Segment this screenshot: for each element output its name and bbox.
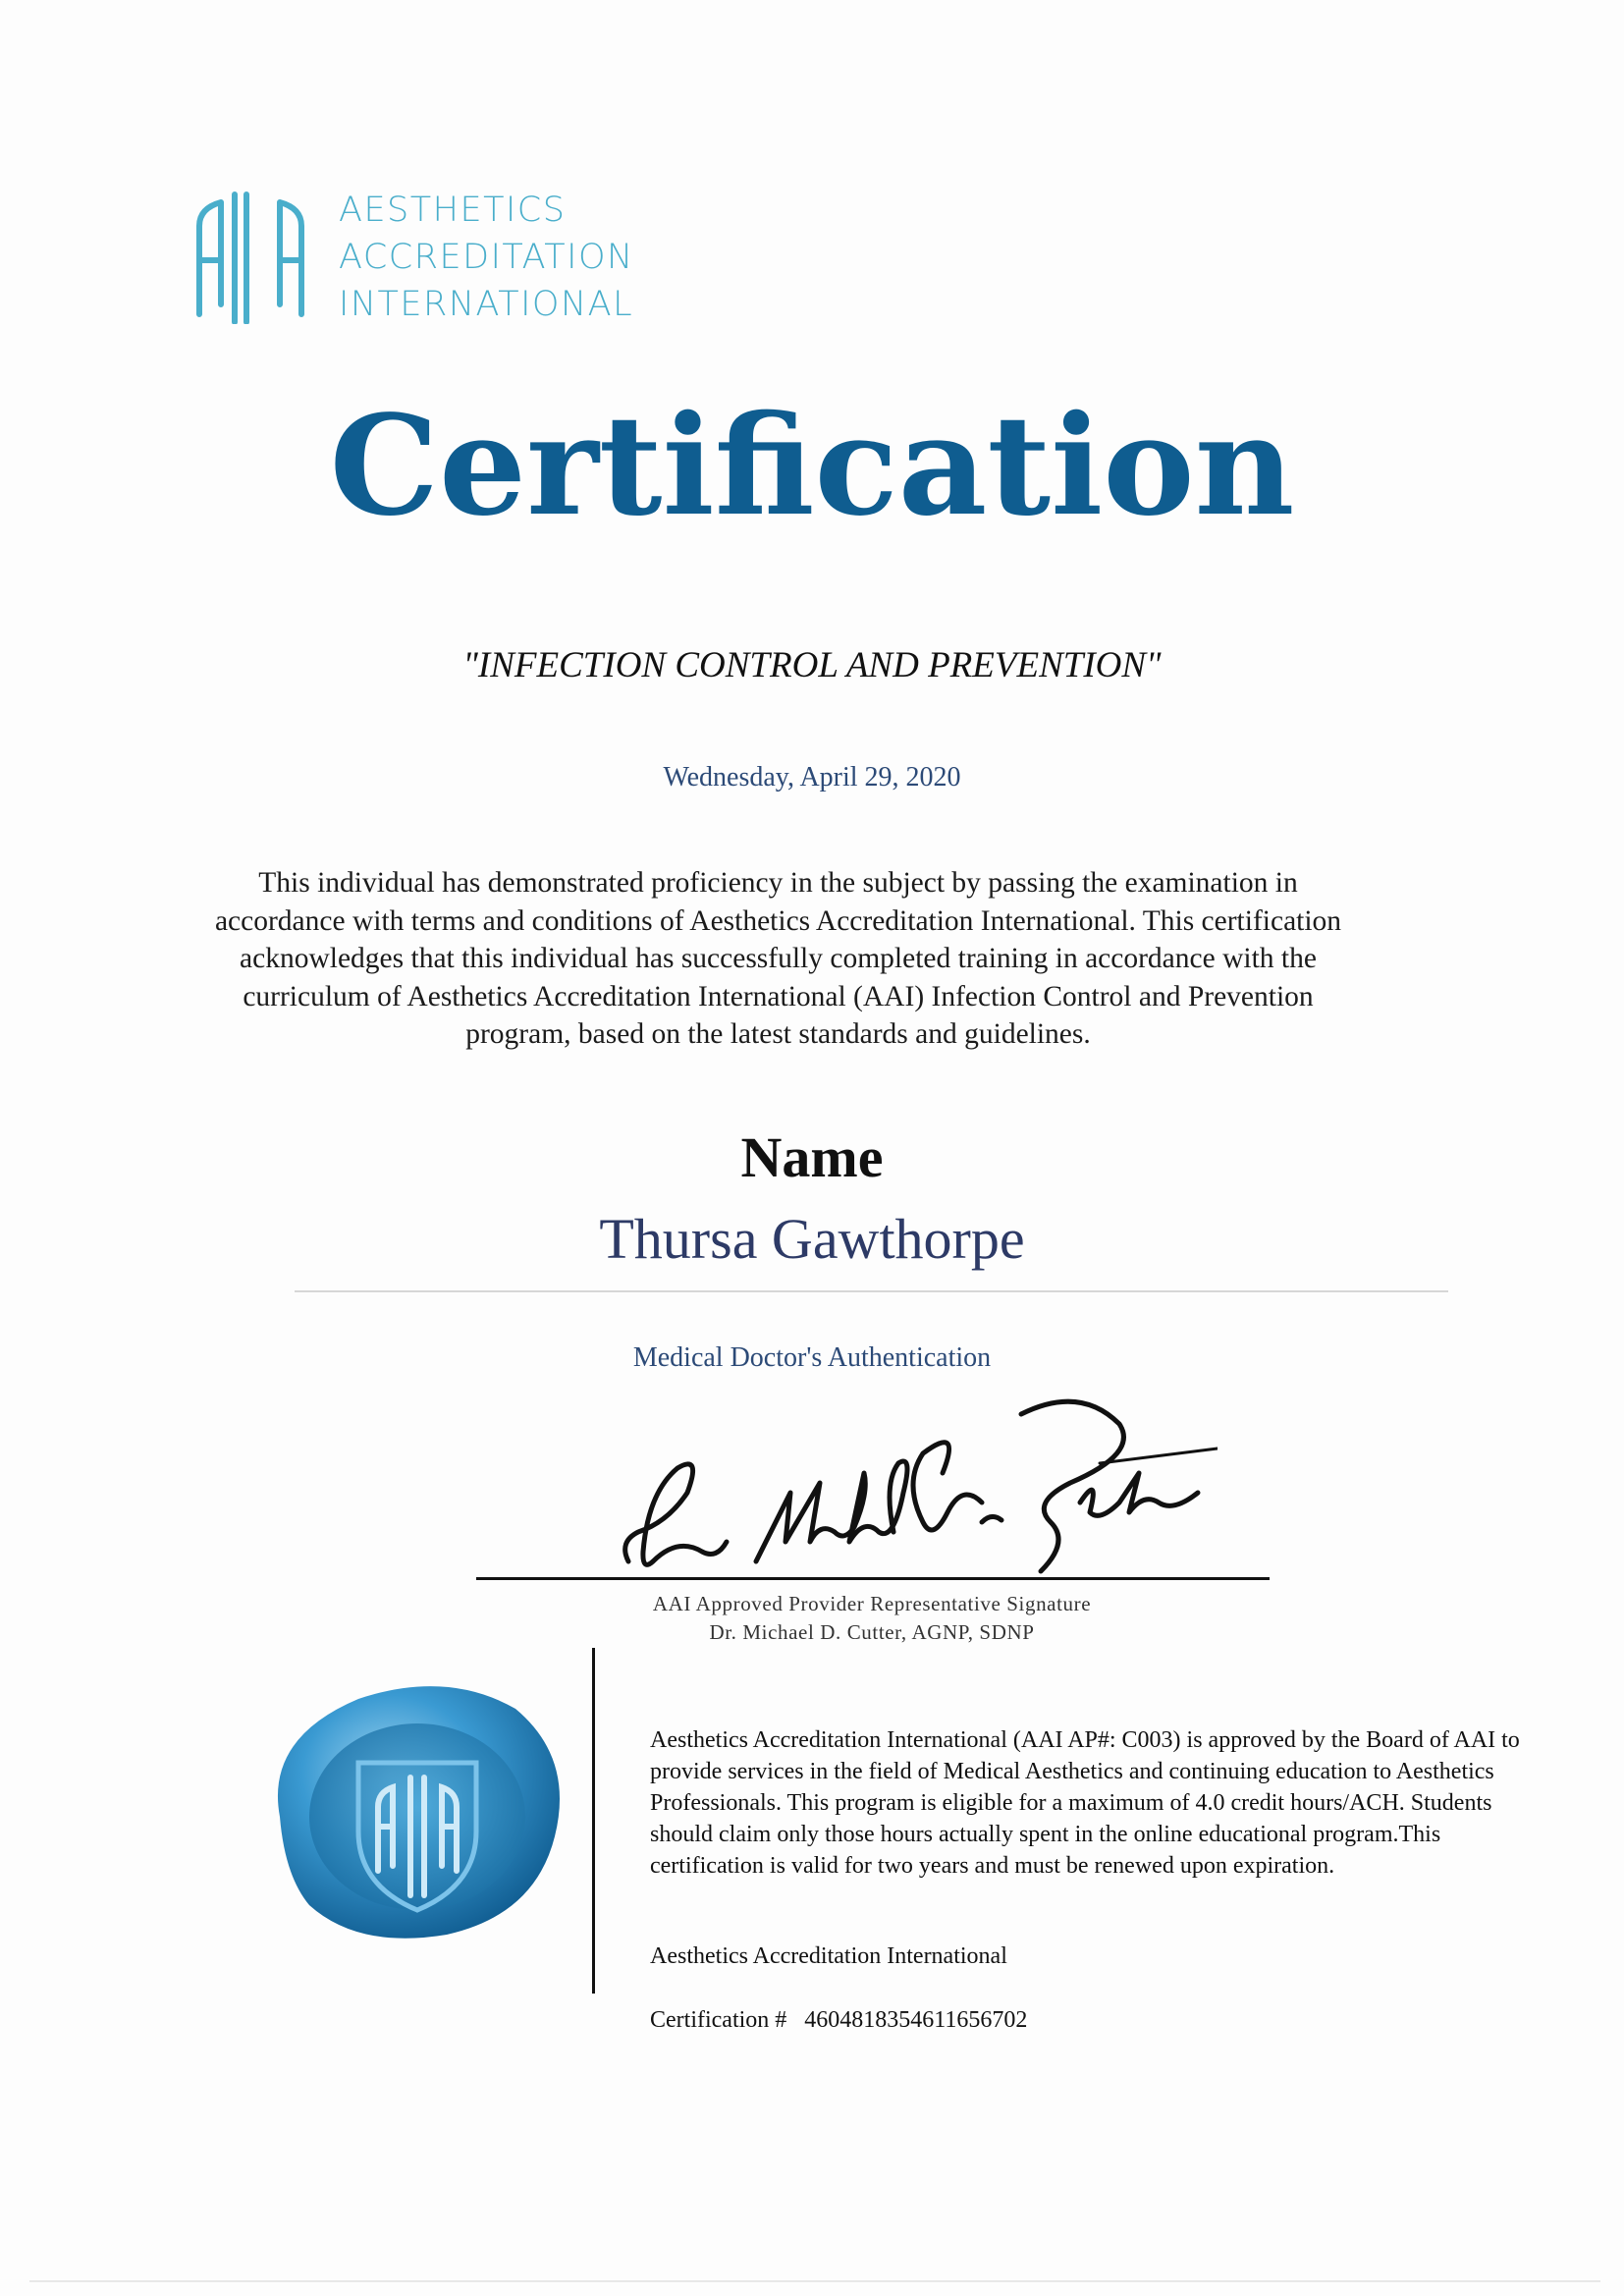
certificate-date: Wednesday, April 29, 2020 bbox=[663, 762, 961, 793]
vertical-divider bbox=[592, 1648, 595, 1994]
signature-caption-line-1: AAI Approved Provider Representative Signature bbox=[652, 1592, 1092, 1615]
authentication-label: Medical Doctor's Authentication bbox=[632, 1342, 992, 1373]
certification-number-value: 4604818354611656702 bbox=[804, 2007, 1028, 2033]
page-bottom-edge bbox=[29, 2280, 1600, 2282]
certification-number-label: Certification # bbox=[650, 2007, 787, 2033]
recipient-name: Thursa Gawthorpe bbox=[599, 1207, 1025, 1271]
certificate-title: Certification bbox=[329, 386, 1295, 547]
signature-caption-line-2: Dr. Michael D. Cutter, AGNP, SDNP bbox=[709, 1620, 1035, 1644]
signature-line bbox=[476, 1577, 1270, 1580]
logo-wordmark bbox=[339, 187, 634, 328]
organization-name: Aesthetics Accreditation International bbox=[650, 1943, 1007, 1969]
wax-seal-icon bbox=[250, 1669, 574, 1954]
logo-line-1: AESTHETICS bbox=[339, 191, 567, 230]
signature-caption bbox=[0, 1590, 1624, 1647]
accreditation-info-text: Aesthetics Accreditation International (AAI AP#: C003) is approved by the Board of AAI to provide services in the field of Medical Aesthetics and continuing education to Aesthetics Professionals. This program is eligible for a maximum of 4.0 credit hours/ACH. Students should claim only those hours actually spent in the online educational program.This certification is valid for two years and must be renewed upon expiration. bbox=[650, 1727, 1520, 1879]
name-label: Name bbox=[740, 1125, 884, 1189]
logo-line-3: INTERNATIONAL bbox=[339, 285, 634, 324]
handwritten-signature bbox=[609, 1394, 1218, 1591]
certification-number bbox=[650, 2007, 1027, 2034]
course-subject: "INFECTION CONTROL AND PREVENTION" bbox=[462, 645, 1162, 685]
name-divider bbox=[295, 1290, 1448, 1292]
aai-logo-icon bbox=[191, 187, 309, 324]
certificate-body-text: This individual has demonstrated proficiency in the subject by passing the examination in accordance with terms and conditions of Aesthetics Accreditation International. This certification acknowledges that this individual has successfully completed training in accordance with the curriculum of Aesthetics Accreditation International (AAI) Infection Control and Prevention program, based on the latest standards and guidelines. bbox=[214, 867, 1342, 1050]
logo-line-2: ACCREDITATION bbox=[339, 238, 634, 277]
